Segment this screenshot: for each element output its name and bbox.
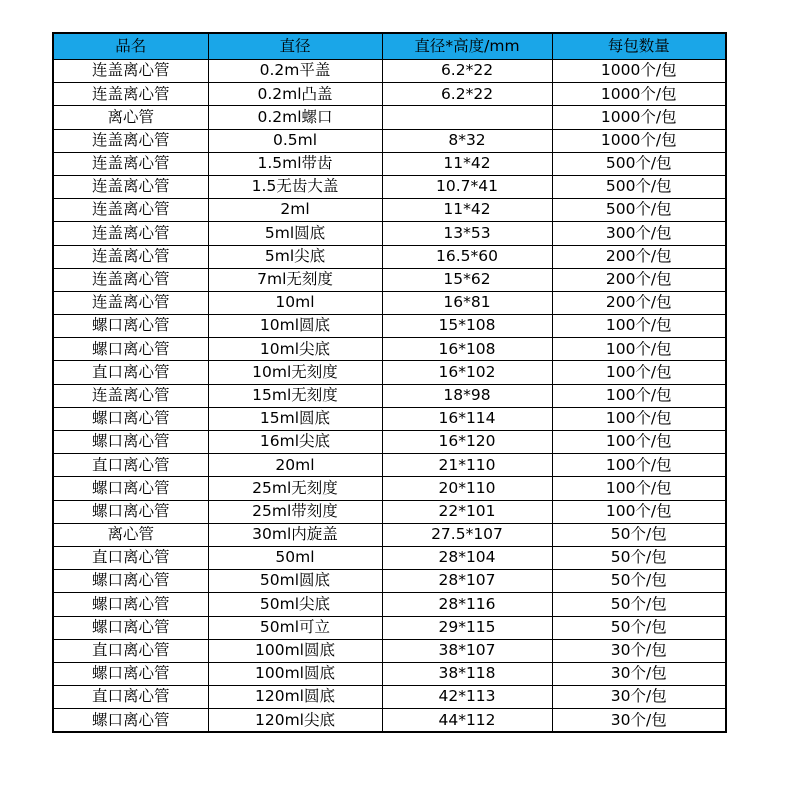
cell-product-name: 连盖离心管 xyxy=(53,175,208,198)
cell-diameter: 0.2ml螺口 xyxy=(208,106,382,129)
cell-product-name: 螺口离心管 xyxy=(53,570,208,593)
header-dimensions: 直径*高度/mm xyxy=(382,33,552,60)
cell-pack-quantity: 100个/包 xyxy=(552,338,726,361)
cell-diameter: 15ml圆底 xyxy=(208,407,382,430)
cell-product-name: 连盖离心管 xyxy=(53,268,208,291)
cell-diameter: 10ml圆底 xyxy=(208,315,382,338)
table-row xyxy=(53,500,726,523)
cell-pack-quantity: 50个/包 xyxy=(552,570,726,593)
cell-diameter: 25ml带刻度 xyxy=(208,500,382,523)
table-row xyxy=(53,338,726,361)
cell-diameter: 1.5无齿大盖 xyxy=(208,175,382,198)
cell-dimensions: 16*102 xyxy=(382,361,552,384)
table-row xyxy=(53,129,726,152)
table-row xyxy=(53,199,726,222)
header-diameter: 直径 xyxy=(208,33,382,60)
cell-dimensions: 20*110 xyxy=(382,477,552,500)
cell-pack-quantity: 1000个/包 xyxy=(552,106,726,129)
cell-product-name: 连盖离心管 xyxy=(53,384,208,407)
table-row xyxy=(53,407,726,430)
cell-diameter: 15ml无刻度 xyxy=(208,384,382,407)
cell-pack-quantity: 100个/包 xyxy=(552,361,726,384)
cell-dimensions xyxy=(382,106,552,129)
table-row xyxy=(53,106,726,129)
cell-pack-quantity: 1000个/包 xyxy=(552,83,726,106)
cell-diameter: 100ml圆底 xyxy=(208,639,382,662)
table-row xyxy=(53,152,726,175)
cell-diameter: 120ml圆底 xyxy=(208,686,382,709)
cell-dimensions: 15*108 xyxy=(382,315,552,338)
table-row xyxy=(53,686,726,709)
cell-product-name: 直口离心管 xyxy=(53,454,208,477)
cell-product-name: 螺口离心管 xyxy=(53,616,208,639)
cell-pack-quantity: 300个/包 xyxy=(552,222,726,245)
cell-dimensions: 13*53 xyxy=(382,222,552,245)
cell-dimensions: 44*112 xyxy=(382,709,552,733)
cell-product-name: 离心管 xyxy=(53,106,208,129)
cell-product-name: 螺口离心管 xyxy=(53,500,208,523)
table-row xyxy=(53,175,726,198)
cell-pack-quantity: 100个/包 xyxy=(552,407,726,430)
cell-diameter: 0.2m平盖 xyxy=(208,60,382,83)
cell-product-name: 连盖离心管 xyxy=(53,222,208,245)
table-row xyxy=(53,431,726,454)
cell-pack-quantity: 100个/包 xyxy=(552,315,726,338)
cell-diameter: 50ml xyxy=(208,546,382,569)
cell-diameter: 10ml尖底 xyxy=(208,338,382,361)
cell-diameter: 120ml尖底 xyxy=(208,709,382,733)
cell-pack-quantity: 1000个/包 xyxy=(552,60,726,83)
cell-pack-quantity: 30个/包 xyxy=(552,639,726,662)
cell-diameter: 7ml无刻度 xyxy=(208,268,382,291)
cell-dimensions: 11*42 xyxy=(382,199,552,222)
cell-diameter: 0.5ml xyxy=(208,129,382,152)
cell-product-name: 螺口离心管 xyxy=(53,431,208,454)
cell-product-name: 连盖离心管 xyxy=(53,291,208,314)
table-row xyxy=(53,384,726,407)
table-row xyxy=(53,245,726,268)
cell-pack-quantity: 200个/包 xyxy=(552,291,726,314)
table-row xyxy=(53,546,726,569)
cell-dimensions: 42*113 xyxy=(382,686,552,709)
cell-diameter: 20ml xyxy=(208,454,382,477)
cell-pack-quantity: 500个/包 xyxy=(552,175,726,198)
cell-diameter: 16ml尖底 xyxy=(208,431,382,454)
cell-pack-quantity: 50个/包 xyxy=(552,546,726,569)
cell-diameter: 5ml尖底 xyxy=(208,245,382,268)
cell-diameter: 50ml圆底 xyxy=(208,570,382,593)
cell-pack-quantity: 30个/包 xyxy=(552,662,726,685)
cell-dimensions: 16*120 xyxy=(382,431,552,454)
cell-dimensions: 21*110 xyxy=(382,454,552,477)
cell-product-name: 螺口离心管 xyxy=(53,407,208,430)
cell-dimensions: 16.5*60 xyxy=(382,245,552,268)
cell-product-name: 螺口离心管 xyxy=(53,338,208,361)
table-row xyxy=(53,454,726,477)
cell-dimensions: 18*98 xyxy=(382,384,552,407)
cell-dimensions: 38*118 xyxy=(382,662,552,685)
cell-dimensions: 29*115 xyxy=(382,616,552,639)
cell-pack-quantity: 100个/包 xyxy=(552,500,726,523)
cell-pack-quantity: 30个/包 xyxy=(552,709,726,733)
cell-diameter: 5ml圆底 xyxy=(208,222,382,245)
cell-diameter: 10ml xyxy=(208,291,382,314)
table-row xyxy=(53,477,726,500)
table-row xyxy=(53,361,726,384)
table-row xyxy=(53,593,726,616)
table-row xyxy=(53,60,726,83)
cell-diameter: 100ml圆底 xyxy=(208,662,382,685)
cell-product-name: 连盖离心管 xyxy=(53,83,208,106)
cell-product-name: 连盖离心管 xyxy=(53,60,208,83)
table-row xyxy=(53,662,726,685)
cell-dimensions: 15*62 xyxy=(382,268,552,291)
cell-product-name: 螺口离心管 xyxy=(53,662,208,685)
table-row xyxy=(53,268,726,291)
cell-product-name: 直口离心管 xyxy=(53,686,208,709)
cell-product-name: 连盖离心管 xyxy=(53,129,208,152)
cell-dimensions: 28*116 xyxy=(382,593,552,616)
header-pack-quantity: 每包数量 xyxy=(552,33,726,60)
cell-product-name: 螺口离心管 xyxy=(53,593,208,616)
cell-pack-quantity: 100个/包 xyxy=(552,454,726,477)
cell-pack-quantity: 100个/包 xyxy=(552,477,726,500)
cell-pack-quantity: 50个/包 xyxy=(552,616,726,639)
cell-pack-quantity: 200个/包 xyxy=(552,268,726,291)
cell-product-name: 直口离心管 xyxy=(53,639,208,662)
cell-pack-quantity: 100个/包 xyxy=(552,431,726,454)
table-row xyxy=(53,570,726,593)
cell-diameter: 30ml内旋盖 xyxy=(208,523,382,546)
cell-dimensions: 6.2*22 xyxy=(382,83,552,106)
cell-diameter: 50ml可立 xyxy=(208,616,382,639)
cell-dimensions: 16*108 xyxy=(382,338,552,361)
cell-diameter: 10ml无刻度 xyxy=(208,361,382,384)
cell-dimensions: 28*104 xyxy=(382,546,552,569)
table-row xyxy=(53,291,726,314)
cell-diameter: 1.5ml带齿 xyxy=(208,152,382,175)
cell-dimensions: 10.7*41 xyxy=(382,175,552,198)
cell-product-name: 直口离心管 xyxy=(53,546,208,569)
header-product-name: 品名 xyxy=(53,33,208,60)
table-row xyxy=(53,639,726,662)
table-row xyxy=(53,523,726,546)
cell-dimensions: 16*114 xyxy=(382,407,552,430)
cell-product-name: 螺口离心管 xyxy=(53,477,208,500)
cell-diameter: 0.2ml凸盖 xyxy=(208,83,382,106)
cell-pack-quantity: 50个/包 xyxy=(552,523,726,546)
cell-dimensions: 22*101 xyxy=(382,500,552,523)
table-row xyxy=(53,709,726,733)
cell-product-name: 连盖离心管 xyxy=(53,152,208,175)
table-body xyxy=(53,60,726,733)
cell-pack-quantity: 500个/包 xyxy=(552,199,726,222)
header-row xyxy=(53,33,726,60)
cell-pack-quantity: 100个/包 xyxy=(552,384,726,407)
table-row xyxy=(53,315,726,338)
cell-pack-quantity: 50个/包 xyxy=(552,593,726,616)
cell-diameter: 25ml无刻度 xyxy=(208,477,382,500)
cell-product-name: 螺口离心管 xyxy=(53,315,208,338)
cell-diameter: 50ml尖底 xyxy=(208,593,382,616)
table-row xyxy=(53,222,726,245)
table-row xyxy=(53,616,726,639)
product-spec-table xyxy=(52,32,727,733)
cell-product-name: 直口离心管 xyxy=(53,361,208,384)
cell-product-name: 连盖离心管 xyxy=(53,245,208,268)
cell-product-name: 连盖离心管 xyxy=(53,199,208,222)
cell-product-name: 螺口离心管 xyxy=(53,709,208,733)
cell-pack-quantity: 200个/包 xyxy=(552,245,726,268)
cell-dimensions: 28*107 xyxy=(382,570,552,593)
cell-dimensions: 16*81 xyxy=(382,291,552,314)
cell-diameter: 2ml xyxy=(208,199,382,222)
table-row xyxy=(53,83,726,106)
cell-dimensions: 8*32 xyxy=(382,129,552,152)
cell-product-name: 离心管 xyxy=(53,523,208,546)
cell-dimensions: 27.5*107 xyxy=(382,523,552,546)
cell-dimensions: 38*107 xyxy=(382,639,552,662)
cell-dimensions: 11*42 xyxy=(382,152,552,175)
cell-dimensions: 6.2*22 xyxy=(382,60,552,83)
cell-pack-quantity: 30个/包 xyxy=(552,686,726,709)
cell-pack-quantity: 1000个/包 xyxy=(552,129,726,152)
cell-pack-quantity: 500个/包 xyxy=(552,152,726,175)
